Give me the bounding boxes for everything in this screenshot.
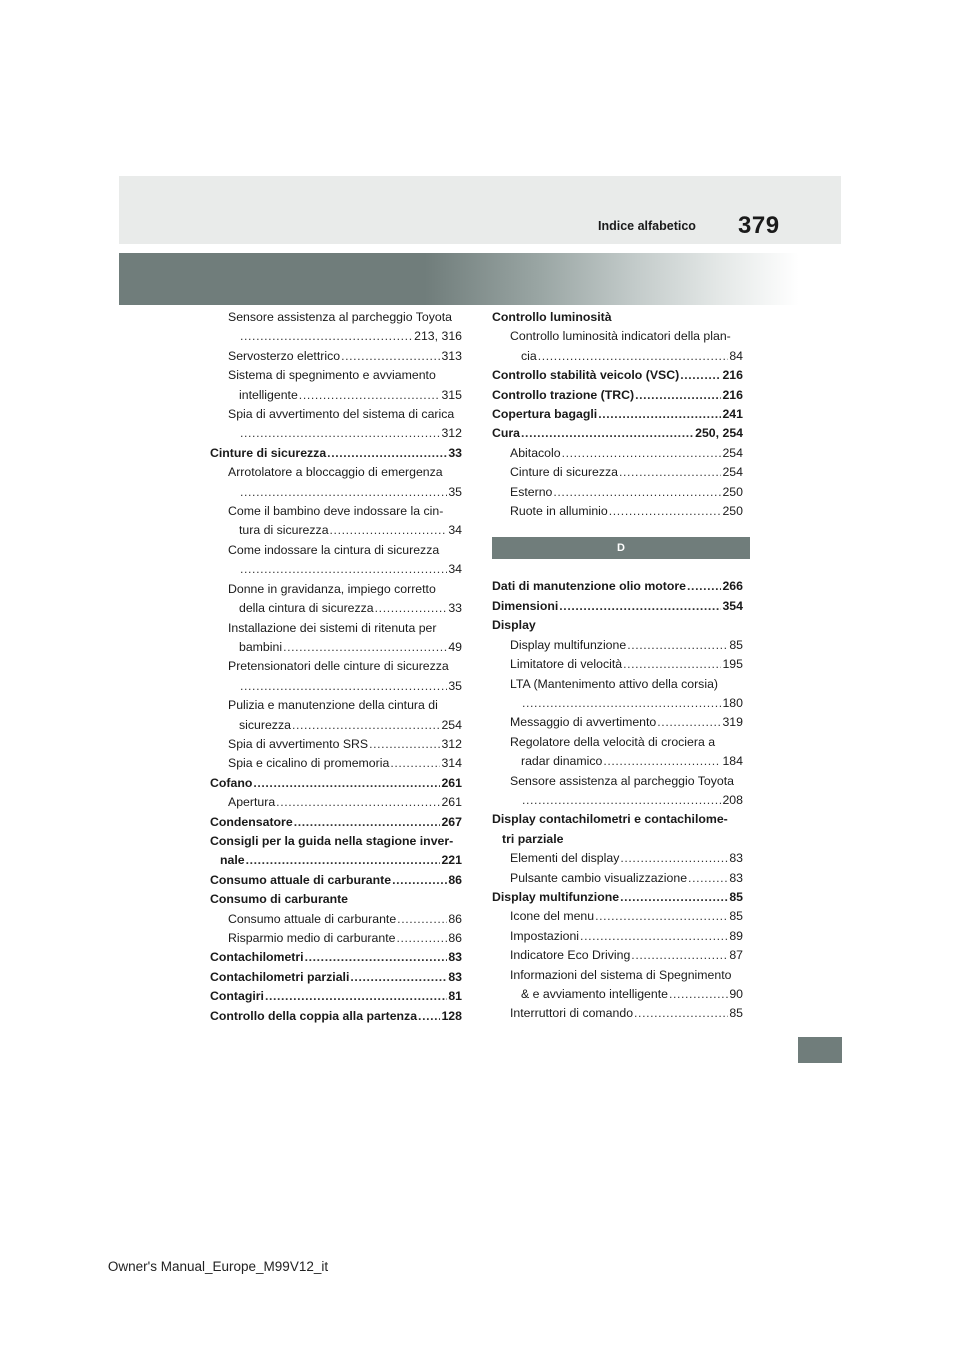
index-entry-label: Limitatore di velocità xyxy=(510,657,623,672)
index-entry xyxy=(210,1007,462,1026)
dot-leader xyxy=(341,347,440,366)
index-entry xyxy=(492,927,743,946)
index-entry-label: Cinture di sicurezza xyxy=(510,465,618,480)
dot-leader xyxy=(265,987,447,1006)
index-entry-page: 314 xyxy=(441,756,462,771)
index-entry-label: Contagiri xyxy=(210,989,264,1004)
index-entry xyxy=(210,541,462,560)
index-entry-page: 312 xyxy=(441,736,462,751)
index-entry xyxy=(210,444,462,463)
index-entry-label: Messaggio di avvertimento xyxy=(510,715,657,730)
index-entry xyxy=(492,791,743,810)
index-entry-label: Pulizia e manutenzione della cintura di xyxy=(228,698,438,713)
index-entry-label: Controllo della coppia alla partenza xyxy=(210,1008,418,1023)
index-entry-page: 250 xyxy=(722,484,743,499)
index-entry-page: 33 xyxy=(448,445,462,460)
index-entry-label: Elementi del display xyxy=(510,851,620,866)
index-entry xyxy=(210,308,462,327)
index-entry xyxy=(492,308,743,327)
index-entry-page: 81 xyxy=(448,989,462,1004)
index-entry xyxy=(210,657,462,676)
index-entry xyxy=(492,694,743,713)
dot-leader xyxy=(283,638,447,657)
index-entry-page: 354 xyxy=(722,598,743,613)
index-entry xyxy=(210,696,462,715)
dot-leader xyxy=(559,597,721,616)
index-entry-page: 250, 254 xyxy=(695,426,743,441)
index-entry xyxy=(492,616,743,635)
index-entry xyxy=(210,735,462,754)
index-entry-label: Donne in gravidanza, impiego corretto xyxy=(228,581,436,596)
index-entry xyxy=(492,888,743,907)
index-entry-page: 83 xyxy=(729,870,743,885)
page-number: 379 xyxy=(738,212,780,239)
index-entry xyxy=(210,793,462,812)
index-entry-page: 85 xyxy=(729,637,743,652)
index-entry-page: 90 xyxy=(729,987,743,1001)
dot-leader xyxy=(292,716,441,735)
header-band xyxy=(119,176,841,244)
index-entry-label: tri parziale xyxy=(502,831,564,846)
dot-leader xyxy=(305,948,448,967)
index-entry xyxy=(492,849,743,868)
dot-leader xyxy=(396,929,447,948)
dot-leader xyxy=(390,754,440,773)
index-entry-label: Display multifunzione xyxy=(510,637,627,652)
index-entry-page: 221 xyxy=(441,853,462,868)
dot-leader xyxy=(688,869,728,888)
index-entry-label: Display xyxy=(492,618,536,633)
index-column-left xyxy=(210,308,462,1026)
index-entry-label: Copertura bagagli xyxy=(492,407,598,422)
dot-leader xyxy=(553,483,721,502)
index-entry-label: Come indossare la cintura di sicurezza xyxy=(228,542,440,557)
index-entry-label: Risparmio medio di carburante xyxy=(228,931,396,945)
footer-text: Owner's Manual_Europe_M99V12_it xyxy=(107,1259,329,1274)
index-entry-label: Controllo luminosità xyxy=(492,310,612,324)
dot-leader xyxy=(522,694,721,713)
dot-leader xyxy=(299,386,441,405)
index-entry xyxy=(492,675,743,694)
index-entry-page: 261 xyxy=(441,775,462,790)
index-entry xyxy=(492,577,743,596)
index-entry-page: 254 xyxy=(722,445,743,460)
dot-leader xyxy=(620,888,728,907)
index-entry xyxy=(492,502,743,521)
index-entry xyxy=(210,619,462,638)
index-entry-label: Consumo attuale di carburante xyxy=(210,872,392,887)
index-entry-label: Cura xyxy=(492,426,521,441)
index-entry xyxy=(492,366,743,385)
index-entry xyxy=(492,597,743,616)
index-entry-page: 254 xyxy=(441,717,462,732)
dot-leader xyxy=(240,483,447,502)
dot-leader xyxy=(595,907,728,926)
index-entry xyxy=(492,1004,743,1023)
dot-leader xyxy=(687,577,721,596)
dot-leader xyxy=(246,851,441,870)
dot-leader xyxy=(538,347,729,366)
index-entry xyxy=(492,772,743,791)
dot-leader xyxy=(631,946,728,965)
index-entry-page: 89 xyxy=(729,928,743,943)
dot-leader xyxy=(521,424,694,443)
index-entry-label: Spia di avvertimento SRS xyxy=(228,736,369,751)
index-entry-page: 86 xyxy=(448,911,462,926)
index-entry-page: 319 xyxy=(722,715,743,730)
index-entry-label: Controllo stabilità veicolo (VSC) xyxy=(492,368,680,383)
index-entry xyxy=(210,424,462,443)
index-entry-page: 49 xyxy=(448,639,462,654)
dot-leader xyxy=(603,752,721,771)
dot-leader xyxy=(620,849,728,868)
dot-leader xyxy=(418,1007,440,1026)
index-entry-label: Pretensionatori delle cinture di sicurezza xyxy=(228,659,449,674)
index-group-c-continued xyxy=(492,308,743,521)
index-entry-page: 85 xyxy=(729,909,743,924)
index-entry xyxy=(210,910,462,929)
index-entry-page: 250 xyxy=(722,504,743,519)
index-entry-page: 254 xyxy=(722,465,743,480)
dot-leader xyxy=(294,813,441,832)
index-entry-page: 87 xyxy=(729,948,743,963)
index-entry-page: 216 xyxy=(722,368,743,383)
index-entry-page: 184 xyxy=(722,754,743,769)
index-entry xyxy=(492,347,743,366)
index-entry xyxy=(210,638,462,657)
index-entry xyxy=(492,424,743,443)
index-entry-label: Arrotolatore a bloccaggio di emergenza xyxy=(228,465,443,480)
dot-leader xyxy=(627,636,728,655)
index-entry xyxy=(492,985,743,1004)
dot-leader xyxy=(369,735,440,754)
index-entry xyxy=(492,327,743,346)
index-entry xyxy=(492,483,743,502)
index-entry-page: 312 xyxy=(441,426,462,441)
section-header-d: D xyxy=(492,537,750,559)
index-entry-label: Controllo luminosità indicatori della plan- xyxy=(510,329,731,344)
dot-leader xyxy=(634,1004,728,1023)
index-entry-label: Informazioni del sistema di Spegnimento xyxy=(510,967,732,982)
index-entry xyxy=(210,347,462,366)
index-entry xyxy=(492,655,743,674)
index-entry xyxy=(210,502,462,521)
dot-leader xyxy=(240,677,447,696)
dot-leader xyxy=(609,502,722,521)
index-entry xyxy=(210,327,462,346)
index-entry-label: Icone del menu xyxy=(510,909,595,924)
decorative-gradient-band xyxy=(119,253,799,305)
index-entry-page: 84 xyxy=(729,348,743,363)
index-entry-label: Ruote in alluminio xyxy=(510,504,608,519)
index-entry xyxy=(210,560,462,579)
index-entry-page: 34 xyxy=(448,562,462,577)
index-entry-page: 208 xyxy=(722,792,743,807)
index-entry-label: Display multifunzione xyxy=(492,889,620,904)
index-entry xyxy=(210,754,462,773)
index-entry-label: & e avviamento intelligente xyxy=(521,987,668,1001)
dot-leader xyxy=(253,774,440,793)
index-entry-label: Contachilometri parziali xyxy=(210,969,350,984)
index-entry xyxy=(210,968,462,987)
dot-leader xyxy=(669,985,728,1004)
index-entry-label: Regolatore della velocità di crociera a xyxy=(510,734,716,749)
dot-leader xyxy=(619,463,721,482)
index-entry xyxy=(492,386,743,405)
index-entry-label: Sistema di spegnimento e avviamento xyxy=(228,368,436,383)
index-entry xyxy=(210,813,462,832)
index-entry-label: Sensore assistenza al parcheggio Toyota xyxy=(510,773,734,788)
dot-leader xyxy=(562,444,722,463)
index-entry-page: 313 xyxy=(441,348,462,363)
index-entry xyxy=(210,871,462,890)
index-entry xyxy=(492,810,743,829)
dot-leader xyxy=(240,424,440,443)
index-group-d xyxy=(492,577,743,1023)
index-entry-label: Interruttori di comando xyxy=(510,1006,634,1021)
index-entry-label: Apertura xyxy=(228,795,276,810)
dot-leader xyxy=(657,713,721,732)
index-entry-label: Cinture di sicurezza xyxy=(210,445,327,460)
dot-leader xyxy=(327,444,447,463)
index-entry-label: Cofano xyxy=(210,775,253,790)
index-entry xyxy=(210,386,462,405)
index-entry-page: 213, 316 xyxy=(414,329,462,344)
dot-leader xyxy=(598,405,721,424)
index-entry-label: Display contachilometri e contachilome- xyxy=(492,812,728,827)
index-entry-label: sicurezza xyxy=(239,717,291,732)
index-entry-label: Servosterzo elettrico xyxy=(228,348,341,363)
index-entry-label: Impostazioni xyxy=(510,928,580,943)
index-entry-page: 86 xyxy=(448,931,462,945)
dot-leader xyxy=(397,910,447,929)
index-entry-label: Controllo trazione (TRC) xyxy=(492,387,635,402)
side-thumb-tab xyxy=(798,1037,842,1063)
index-entry-label: intelligente xyxy=(239,387,298,402)
index-entry-label: Contachilometri xyxy=(210,950,304,965)
index-entry-label: Spia di avvertimento del sistema di carica xyxy=(228,407,455,422)
index-entry-page: 195 xyxy=(722,657,743,672)
index-entry xyxy=(492,966,743,985)
index-entry-page: 241 xyxy=(722,407,743,422)
index-entry-page: 83 xyxy=(729,851,743,866)
index-entry-label: Condensatore xyxy=(210,814,293,829)
dot-leader xyxy=(635,386,721,405)
index-entry-page: 128 xyxy=(441,1008,462,1023)
index-entry-label: tura di sicurezza xyxy=(239,523,329,538)
dot-leader xyxy=(392,871,447,890)
index-entry xyxy=(492,713,743,732)
index-entry-label: Consumo attuale di carburante xyxy=(228,911,397,926)
index-entry-label: Esterno xyxy=(510,484,553,499)
dot-leader xyxy=(522,791,721,810)
index-entry xyxy=(492,830,743,849)
index-entry xyxy=(210,521,462,540)
dot-leader xyxy=(330,521,448,540)
index-entry-label: Dimensioni xyxy=(492,598,559,613)
index-entry xyxy=(492,636,743,655)
index-entry xyxy=(492,444,743,463)
index-entry-label: radar dinamico xyxy=(521,754,603,769)
index-entry-page: 34 xyxy=(448,523,462,538)
index-entry-page: 180 xyxy=(722,695,743,710)
index-entry xyxy=(492,752,743,771)
index-entry xyxy=(210,366,462,385)
index-entry xyxy=(210,851,462,870)
dot-leader xyxy=(623,655,721,674)
index-entry-page: 33 xyxy=(448,601,462,616)
index-entry-label: Pulsante cambio visualizzazione xyxy=(510,870,688,885)
index-entry-label: Sensore assistenza al parcheggio Toyota xyxy=(228,310,452,324)
index-entry-page: 83 xyxy=(448,969,462,984)
index-entry-page: 266 xyxy=(722,579,743,594)
index-entry-page: 261 xyxy=(441,795,462,810)
index-entry-page: 85 xyxy=(729,1006,743,1021)
dot-leader xyxy=(276,793,440,812)
index-entry xyxy=(492,869,743,888)
footer xyxy=(0,1259,960,1274)
dot-leader xyxy=(240,327,413,346)
index-entry-page: 267 xyxy=(441,814,462,829)
index-column-right xyxy=(492,308,743,1024)
index-entry xyxy=(492,907,743,926)
index-entry-label: Indicatore Eco Driving xyxy=(510,948,631,963)
index-entry-label: LTA (Mantenimento attivo della corsia) xyxy=(510,676,719,691)
index-entry xyxy=(210,987,462,1006)
index-entry-label: bambini xyxy=(239,639,283,654)
index-entry-label: Spia e cicalino di promemoria xyxy=(228,756,390,771)
index-entry-label: Consigli per la guida nella stagione inver- xyxy=(210,833,454,848)
dot-leader xyxy=(375,599,448,618)
index-entry xyxy=(210,463,462,482)
index-entry-label: Installazione dei sistemi di ritenuta per xyxy=(228,620,437,635)
index-entry xyxy=(492,463,743,482)
index-entry-page: 86 xyxy=(448,872,462,887)
dot-leader xyxy=(680,366,721,385)
index-entry xyxy=(210,677,462,696)
index-entry-page: 85 xyxy=(729,889,743,904)
header-title: Indice alfabetico xyxy=(598,219,696,233)
index-entry xyxy=(492,946,743,965)
dot-leader xyxy=(240,560,447,579)
index-entry xyxy=(210,716,462,735)
index-entry-page: 83 xyxy=(448,950,462,965)
index-entry-label: Come il bambino deve indossare la cin- xyxy=(228,504,444,519)
index-entry-page: 35 xyxy=(448,678,462,693)
index-entry xyxy=(210,405,462,424)
index-entry xyxy=(210,580,462,599)
index-entry-label: della cintura di sicurezza xyxy=(239,601,374,616)
index-entry xyxy=(210,929,462,948)
index-entry xyxy=(210,483,462,502)
index-entry-label: Dati di manutenzione olio motore xyxy=(492,579,687,594)
index-entry-label: cia xyxy=(521,348,537,363)
index-entry-page: 35 xyxy=(448,484,462,499)
index-entry xyxy=(210,599,462,618)
index-entry xyxy=(492,405,743,424)
index-entry-page: 315 xyxy=(441,387,462,402)
index-entry-label: nale xyxy=(220,853,245,868)
index-entry xyxy=(210,948,462,967)
dot-leader xyxy=(350,968,447,987)
index-entry xyxy=(492,733,743,752)
index-entry xyxy=(210,774,462,793)
index-entry-page: 216 xyxy=(722,387,743,402)
index-entry xyxy=(210,832,462,851)
index-entry-label: Abitacolo xyxy=(510,445,561,460)
dot-leader xyxy=(580,927,728,946)
index-entry xyxy=(210,890,462,909)
index-entry-label: Consumo di carburante xyxy=(210,892,349,907)
